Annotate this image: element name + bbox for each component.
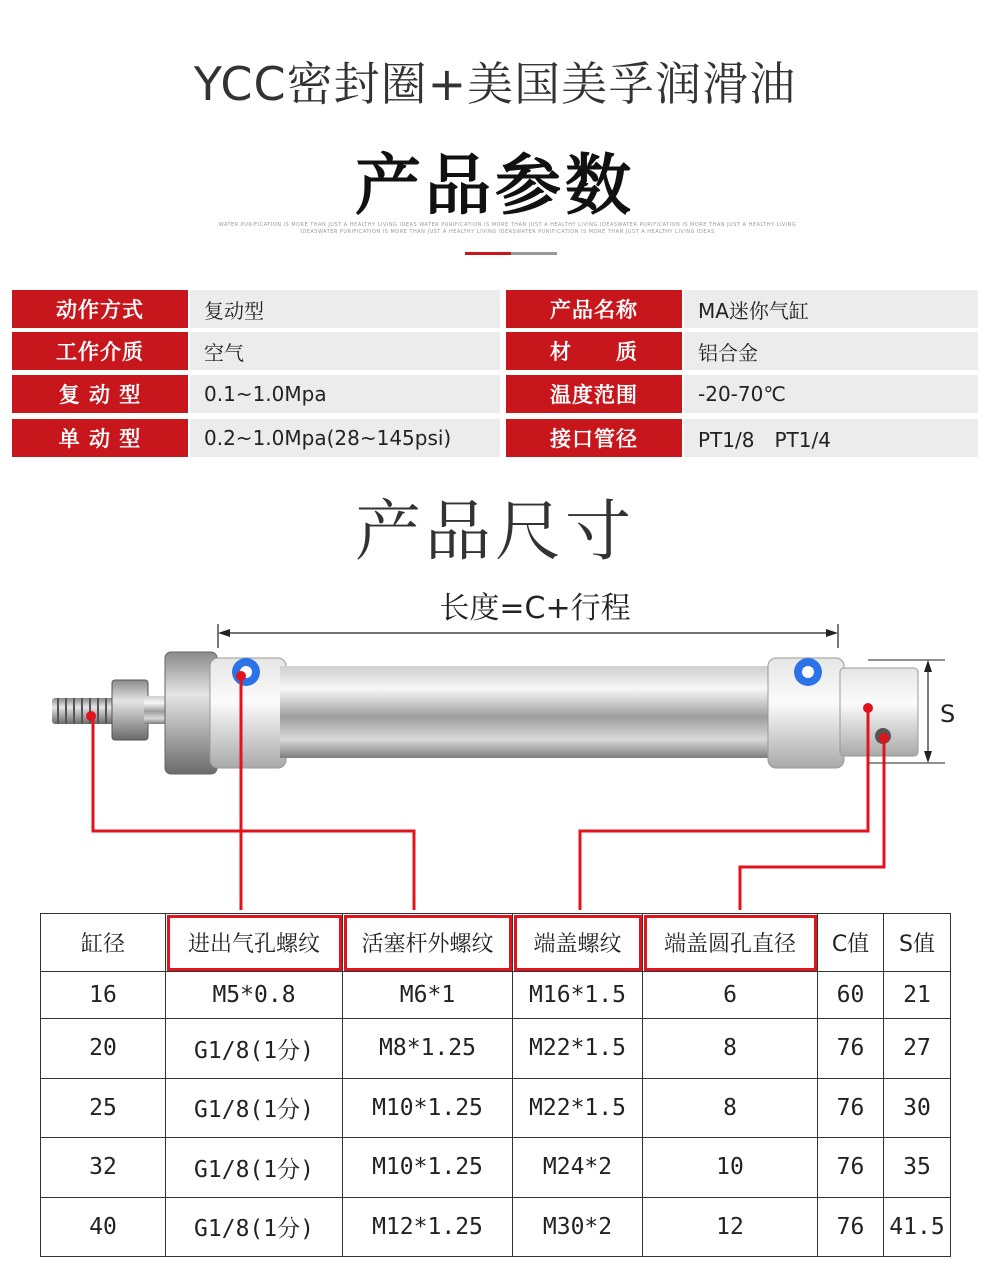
param-value: 0.1~1.0Mpa xyxy=(190,375,500,413)
table-cell: G1/8(1分) xyxy=(166,1019,343,1078)
cylinder-diagram xyxy=(0,580,990,910)
title-underline-gray xyxy=(511,252,557,255)
param-label: 温度范围 xyxy=(506,375,682,413)
table-cell: 20 xyxy=(41,1019,166,1078)
param-row xyxy=(12,375,978,413)
table-header: 进出气孔螺纹 xyxy=(166,914,343,972)
table-cell: M22*1.5 xyxy=(513,1078,643,1137)
param-value: 0.2~1.0Mpa(28~145psi) xyxy=(190,419,500,457)
table-row xyxy=(41,1019,951,1078)
table-cell: G1/8(1分) xyxy=(166,1138,343,1197)
table-cell: 30 xyxy=(884,1078,951,1137)
param-value: 空气 xyxy=(190,332,500,370)
table-cell: 76 xyxy=(818,1019,884,1078)
front-mount-nut xyxy=(165,652,217,774)
table-cell: M12*1.25 xyxy=(343,1197,513,1256)
rod-thread xyxy=(52,698,120,724)
table-row xyxy=(41,972,951,1019)
table-cell: 12 xyxy=(643,1197,818,1256)
table-cell: 76 xyxy=(818,1138,884,1197)
length-dimension xyxy=(218,624,838,648)
param-value: 铝合金 xyxy=(684,332,978,370)
param-label: 材 质 xyxy=(506,332,682,370)
param-value: MA迷你气缸 xyxy=(684,290,978,328)
table-cell: M22*1.5 xyxy=(513,1019,643,1078)
table-cell: 6 xyxy=(643,972,818,1019)
param-row xyxy=(12,332,978,370)
param-label: 产品名称 xyxy=(506,290,682,328)
table-cell: 60 xyxy=(818,972,884,1019)
table-header: 活塞杆外螺纹 xyxy=(343,914,513,972)
param-row xyxy=(12,419,978,457)
param-row xyxy=(12,290,978,328)
cylinder-tube xyxy=(280,666,775,758)
table-cell: G1/8(1分) xyxy=(166,1078,343,1137)
table-header: C值 xyxy=(818,914,884,972)
table-cell: 76 xyxy=(818,1078,884,1137)
table-cell: 40 xyxy=(41,1197,166,1256)
param-value: -20-70℃ xyxy=(684,375,978,413)
title-underline-red xyxy=(465,252,511,255)
table-header: 端盖圆孔直径 xyxy=(643,914,818,972)
param-value: PT1/8 PT1/4 xyxy=(684,419,978,457)
table-cell: 27 xyxy=(884,1019,951,1078)
decorative-tagline: WATER PURIFICATION IS MORE THAN JUST A HEALTHY LIVING IDEAS WATER PURIFICATION IS MORE THAN JUST A HEALTHY LIVING IDEASWATER PURIFICATION IS MORE THAN JUST A HEALTHY LIVING IDEASWATER PURIFICATION IS MORE THAN JUST A HEALTHY LIVING IDEASWATER PURIFICATION IS MORE THAN JUST A HEALTHY LIVING IDEAS xyxy=(218,222,797,235)
table-header-row xyxy=(41,914,951,972)
table-cell: 21 xyxy=(884,972,951,1019)
table-cell: M24*2 xyxy=(513,1138,643,1197)
table-cell: G1/8(1分) xyxy=(166,1197,343,1256)
table-row xyxy=(41,1197,951,1256)
table-header: S值 xyxy=(884,914,951,972)
table-cell: M30*2 xyxy=(513,1197,643,1256)
table-cell: 8 xyxy=(643,1019,818,1078)
table-cell: M6*1 xyxy=(343,972,513,1019)
dimensions-table xyxy=(40,913,951,1257)
table-cell: M10*1.25 xyxy=(343,1138,513,1197)
param-label: 工作介质 xyxy=(12,332,188,370)
table-cell: 16 xyxy=(41,972,166,1019)
table-cell: M16*1.5 xyxy=(513,972,643,1019)
table-cell: 25 xyxy=(41,1078,166,1137)
table-cell: M10*1.25 xyxy=(343,1078,513,1137)
param-label: 接口管径 xyxy=(506,419,682,457)
param-label: 复 动 型 xyxy=(12,375,188,413)
section-title-dimensions: 产品尺寸 xyxy=(355,493,635,570)
length-label: 长度=C+行程 xyxy=(439,591,631,626)
table-cell: 10 xyxy=(643,1138,818,1197)
table-cell: M8*1.25 xyxy=(343,1019,513,1078)
param-label: 单 动 型 xyxy=(12,419,188,457)
table-cell: M5*0.8 xyxy=(166,972,343,1019)
headline: YCC密封圈+美国美孚润滑油 xyxy=(193,57,797,111)
table-row xyxy=(41,1078,951,1137)
table-cell: 41.5 xyxy=(884,1197,951,1256)
table-cell: 8 xyxy=(643,1078,818,1137)
table-cell: 35 xyxy=(884,1138,951,1197)
table-cell: 32 xyxy=(41,1138,166,1197)
rod-nut xyxy=(112,680,148,740)
table-header: 缸径 xyxy=(41,914,166,972)
table-row xyxy=(41,1138,951,1197)
param-label: 动作方式 xyxy=(12,290,188,328)
table-header: 端盖螺纹 xyxy=(513,914,643,972)
section-title-params: 产品参数 xyxy=(355,147,635,224)
s-label: S xyxy=(940,700,956,728)
table-cell: 76 xyxy=(818,1197,884,1256)
param-value: 复动型 xyxy=(190,290,500,328)
